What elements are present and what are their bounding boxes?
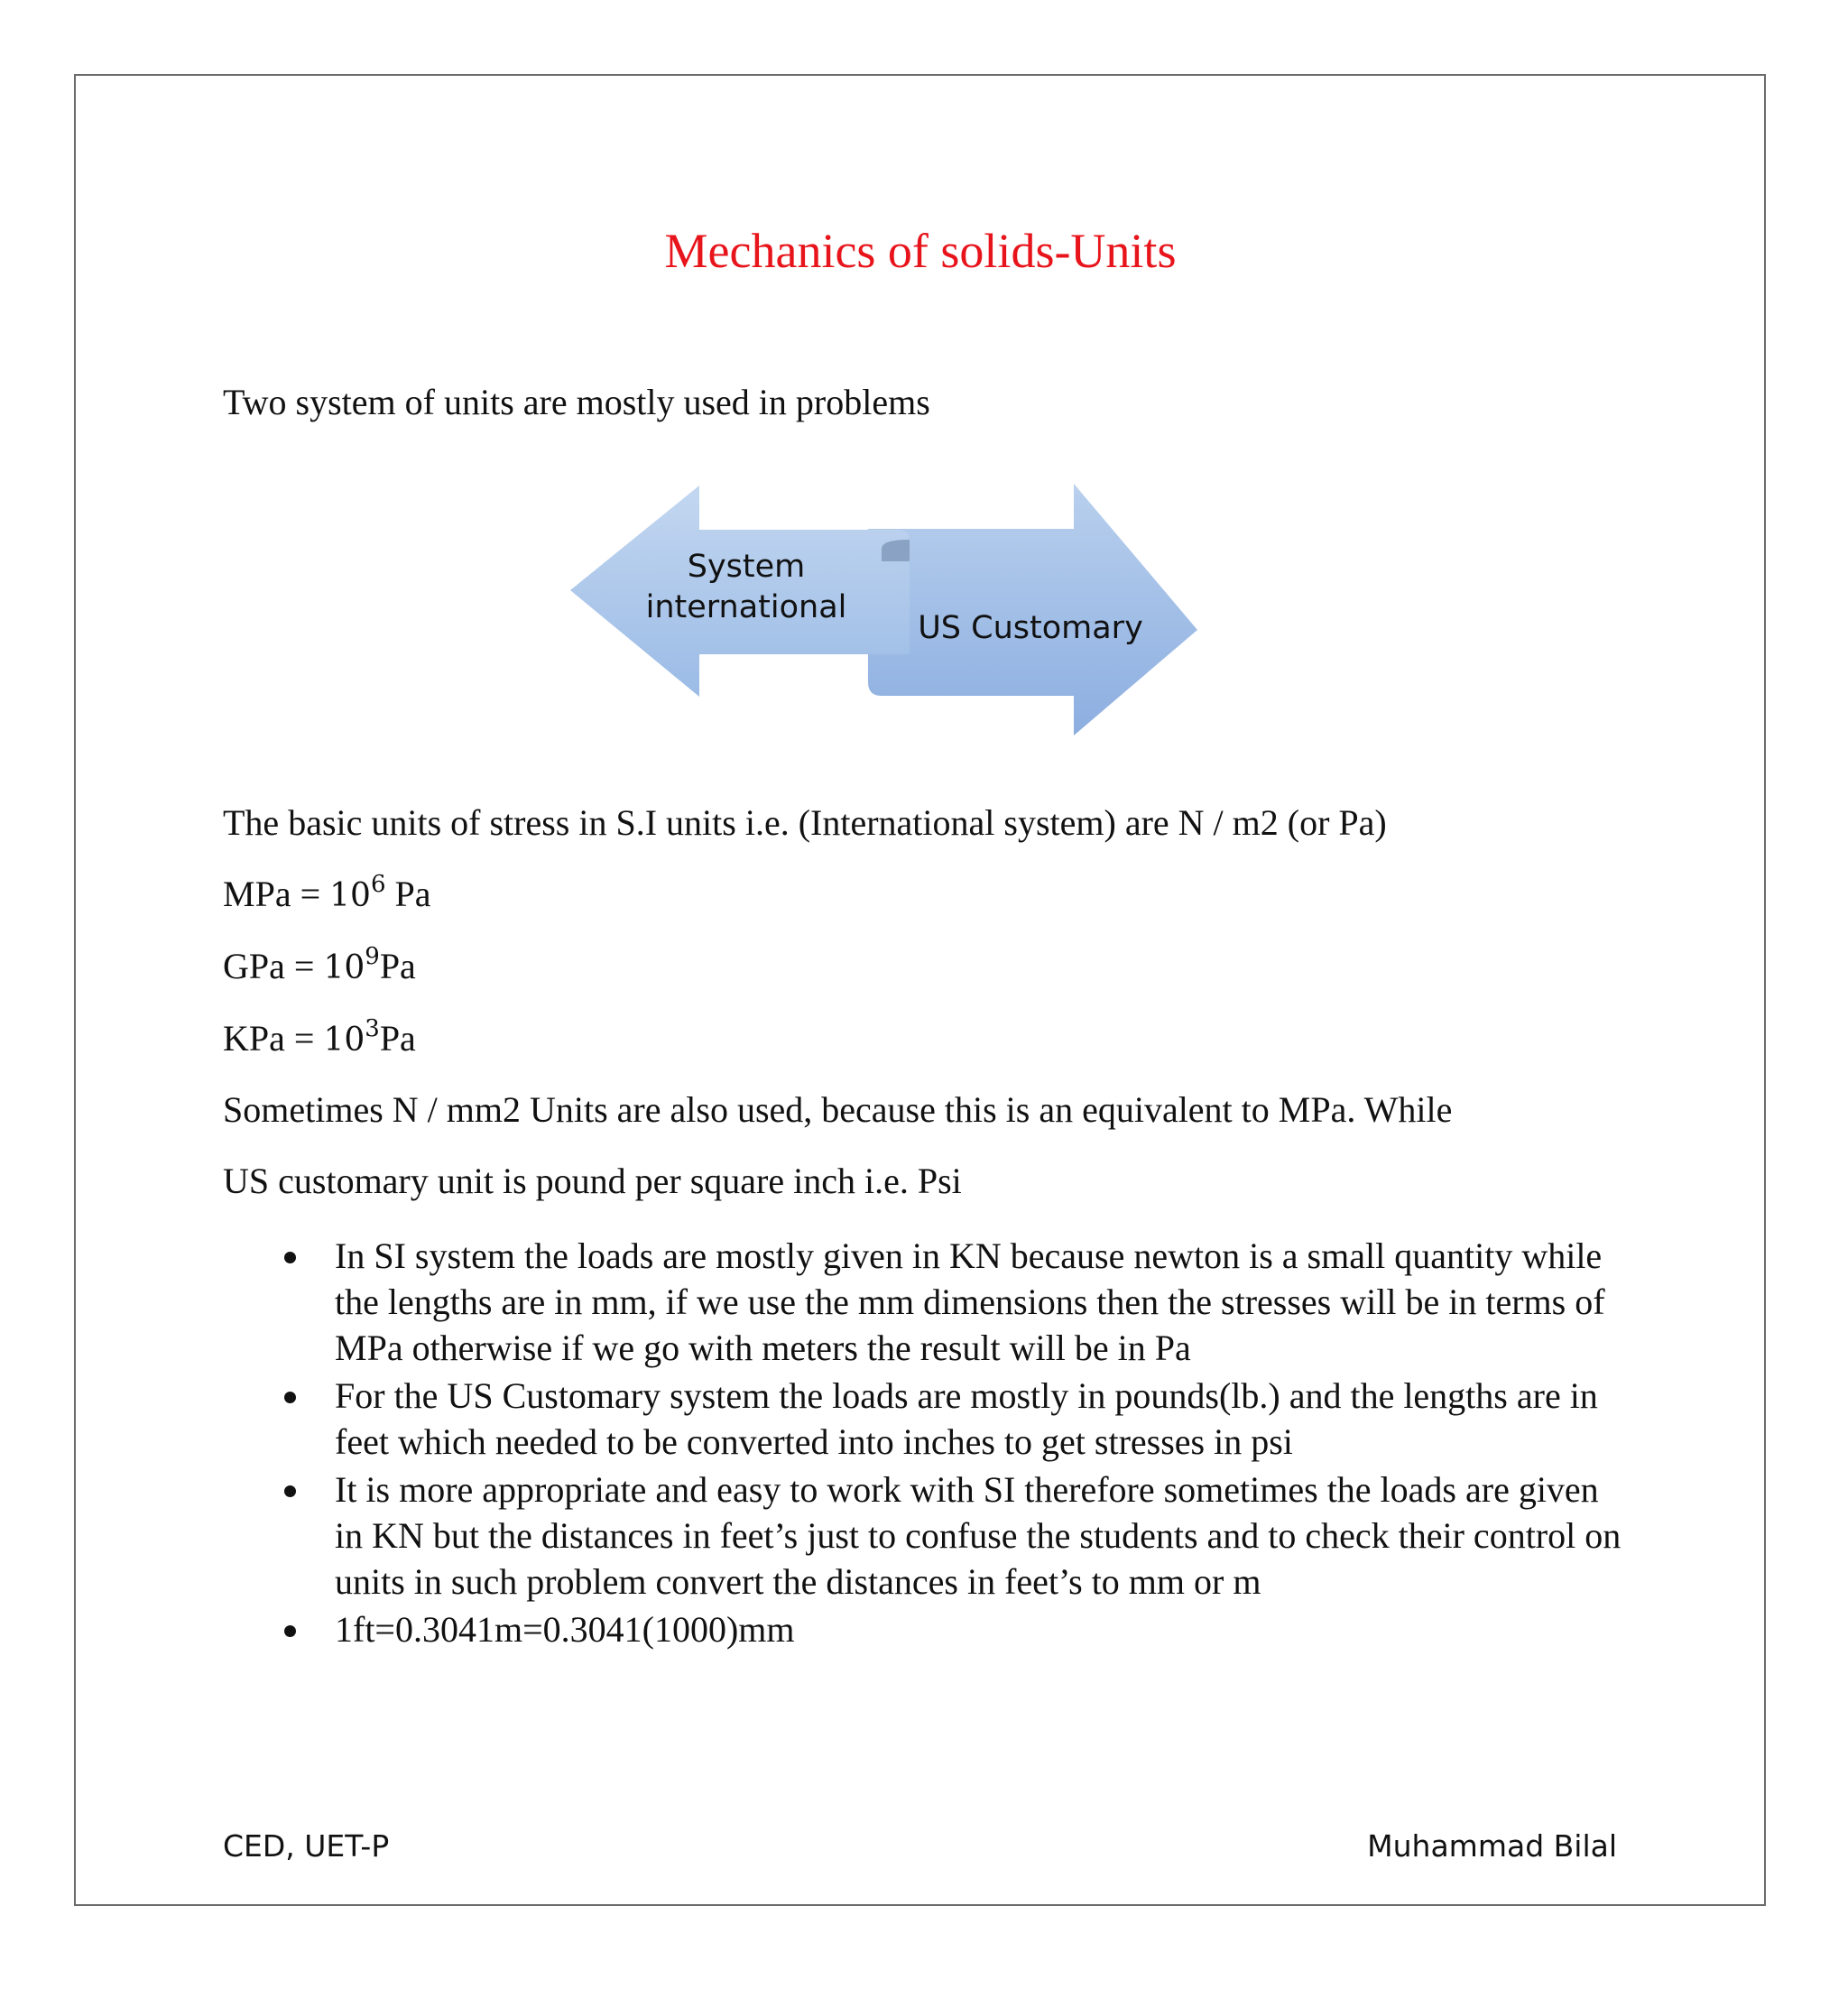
bullet-icon xyxy=(284,1392,296,1403)
footer-right: Muhammad Bilal xyxy=(1367,1828,1617,1864)
footer-left: CED, UET-P xyxy=(223,1828,390,1864)
list-item: 1ft=0.3041m=0.3041(1000)mm xyxy=(223,1606,1631,1652)
bullet-icon xyxy=(284,1625,296,1637)
equation-gpa: GPa = $10^9Pa$ xyxy=(223,943,416,986)
list-item: For the US Customary system the loads are mostly in pounds(lb.) and the lengths are in feet which needed to be converted into inches to get stresses in psi xyxy=(223,1373,1631,1465)
intro-text: Two system of units are mostly used in problems xyxy=(223,382,930,422)
list-item: It is more appropriate and easy to work with SI therefore sometimes the loads are given in KN but the distances in feet’s just to confuse the students and to check their control on units in such problem convert the distances in feet’s to mm or m xyxy=(223,1466,1631,1605)
us-customary-text: US customary unit is pound per square inch i.e. Psi xyxy=(223,1161,962,1201)
bullet-icon xyxy=(284,1252,296,1263)
bullet-list xyxy=(223,1233,1631,1654)
basic-units-text: The basic units of stress in S.I units i.e. (International system) are N / m2 (or Pa) xyxy=(223,802,1387,843)
right-arrow-label: US Customary xyxy=(918,610,1143,646)
bullet-icon xyxy=(284,1485,296,1497)
left-arrow-label: System international xyxy=(645,549,847,625)
sometimes-text: Sometimes N / mm2 Units are also used, because this is an equivalent to MPa. While xyxy=(223,1089,1453,1130)
equation-mpa: MPa = $10^6$ Pa xyxy=(223,871,431,914)
page-title: Mechanics of solids-Units xyxy=(664,224,1177,278)
units-arrow-diagram xyxy=(570,484,1202,742)
list-item: In SI system the loads are mostly given in KN because newton is a small quantity while the lengths are in mm, if we use the mm dimensions then the stresses will be in terms of MPa otherwise if we go with meters the result will be in Pa xyxy=(223,1233,1631,1371)
equation-kpa: KPa = $10^3Pa$ xyxy=(223,1015,416,1059)
